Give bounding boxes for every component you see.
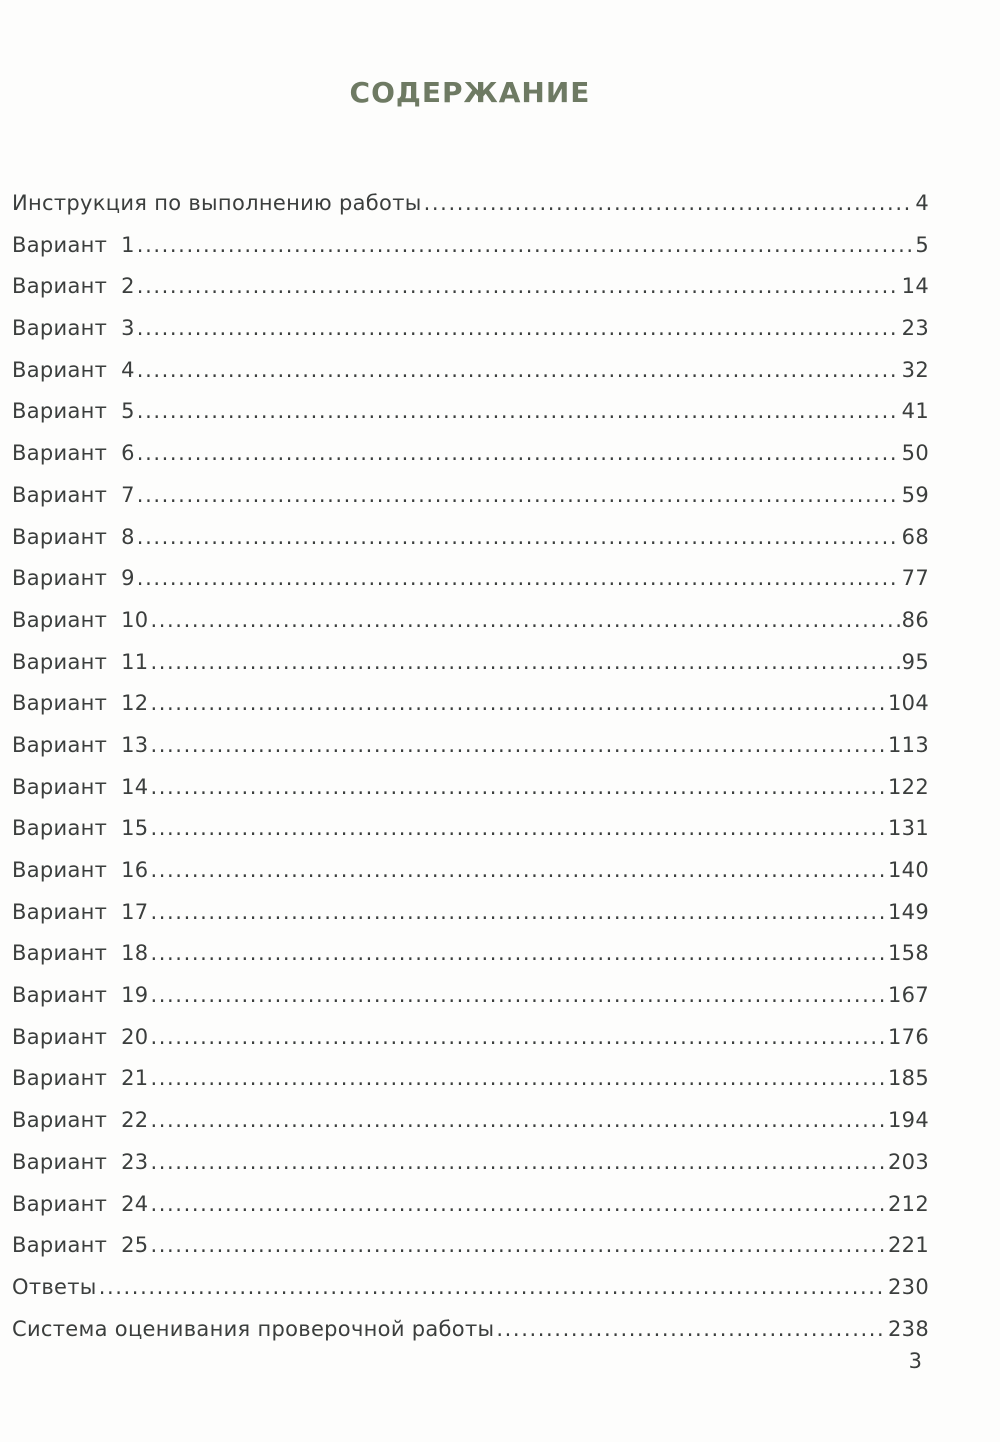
toc-dot-leader [137,308,900,350]
toc-entry-label: Вариант 1 [12,232,135,257]
toc-entry-label: Вариант 4 [12,357,135,382]
toc-entry[interactable] [12,391,929,433]
toc-entry-page: 185 [888,1066,929,1091]
toc-entry[interactable] [12,1184,929,1226]
toc-entry-label: Ответы [12,1274,97,1299]
toc-entry-page: 41 [901,399,929,424]
toc-entry-label: Вариант 19 [12,983,149,1008]
table-of-contents [12,183,929,1350]
toc-entry-label: Инструкция по выполнению работы [12,191,422,215]
toc-entry-page: 167 [888,983,929,1008]
toc-entry-page: 32 [901,357,929,382]
page-number: 3 [908,1349,922,1373]
toc-entry-page: 86 [901,607,929,632]
toc-entry-label: Вариант 14 [12,774,149,799]
toc-entry-label: Вариант 11 [12,649,149,674]
toc-dot-leader [150,808,886,850]
toc-entry[interactable] [12,350,929,392]
toc-entry-label: Вариант 23 [12,1149,149,1174]
toc-dot-leader [137,558,900,600]
toc-entry-page: 131 [888,816,929,841]
toc-entry[interactable] [12,1309,929,1351]
toc-entry-page: 158 [888,941,929,966]
toc-dot-leader [137,433,900,475]
toc-entry[interactable] [12,1142,929,1184]
toc-entry-page: 221 [888,1233,929,1258]
toc-dot-leader [137,517,900,559]
toc-entry-label: Вариант 13 [12,732,149,757]
toc-entry-page: 104 [888,691,929,716]
toc-entry-label: Вариант 7 [12,482,135,507]
toc-dot-leader [150,1058,886,1100]
toc-entry[interactable] [12,1058,929,1100]
toc-dot-leader [150,1017,886,1059]
toc-entry[interactable] [12,808,929,850]
page-title: СОДЕРЖАНИЕ [349,76,591,109]
toc-entry-page: 176 [888,1024,929,1049]
toc-entry-page: 238 [888,1316,929,1341]
toc-entry[interactable] [12,600,929,642]
toc-dot-leader [150,892,886,934]
toc-entry-label: Вариант 15 [12,816,149,841]
toc-entry[interactable] [12,225,929,267]
toc-entry[interactable] [12,642,929,684]
toc-entry-label: Вариант 16 [12,858,149,882]
toc-dot-leader [150,725,886,767]
toc-dot-leader [150,683,886,725]
toc-entry-label: Вариант 24 [12,1191,149,1216]
toc-entry[interactable] [12,433,929,475]
toc-entry-label: Вариант 21 [12,1066,149,1091]
toc-entry-page: 50 [901,441,929,466]
toc-entry-page: 23 [901,316,929,341]
toc-entry[interactable] [12,558,929,600]
toc-entry[interactable] [12,475,929,517]
toc-entry-page: 212 [888,1191,929,1216]
toc-entry-page: 203 [888,1149,929,1174]
toc-entry-label: Вариант 10 [12,607,149,632]
toc-entry[interactable] [12,683,929,725]
toc-dot-leader [150,642,899,684]
toc-entry-label: Вариант 5 [12,399,135,424]
toc-dot-leader [99,1267,886,1309]
toc-dot-leader [137,391,900,433]
toc-entry[interactable] [12,1017,929,1059]
toc-entry-label: Вариант 18 [12,941,149,966]
toc-entry-page: 95 [901,649,929,674]
toc-entry-page: 5 [915,232,929,257]
toc-dot-leader [137,266,900,308]
toc-entry[interactable] [12,850,929,892]
toc-entry-page: 4 [915,191,929,215]
toc-dot-leader [150,767,886,809]
toc-entry-page: 113 [888,732,929,757]
toc-entry-label: Вариант 12 [12,691,149,716]
toc-entry[interactable] [12,933,929,975]
toc-entry-label: Вариант 2 [12,274,135,299]
toc-entry-page: 68 [901,524,929,549]
toc-entry-page: 77 [901,566,929,591]
toc-entry-label: Вариант 9 [12,566,135,591]
toc-entry-page: 140 [888,858,929,882]
toc-entry[interactable] [12,517,929,559]
toc-entry-page: 59 [901,482,929,507]
toc-entry-label: Вариант 6 [12,441,135,466]
toc-dot-leader [137,350,900,392]
toc-dot-leader [150,933,886,975]
toc-entry[interactable] [12,767,929,809]
toc-dot-leader [150,1142,886,1184]
toc-entry[interactable] [12,975,929,1017]
toc-dot-leader [150,600,899,642]
toc-entry-page: 14 [901,274,929,299]
toc-entry-page: 230 [888,1274,929,1299]
toc-dot-leader [424,183,914,225]
toc-entry[interactable] [12,1100,929,1142]
toc-dot-leader [150,1225,886,1267]
toc-dot-leader [150,1184,886,1226]
toc-dot-leader [496,1309,886,1351]
toc-entry-label: Вариант 25 [12,1233,149,1258]
toc-entry-label: Вариант 8 [12,524,135,549]
toc-entry-label: Система оценивания проверочной работы [12,1316,495,1341]
toc-dot-leader [150,975,886,1017]
toc-entry-label: Вариант 3 [12,316,135,341]
toc-entry-label: Вариант 17 [12,899,149,924]
toc-entry[interactable] [12,308,929,350]
toc-entry-page: 149 [888,899,929,924]
toc-entry-label: Вариант 20 [12,1024,149,1049]
toc-entry[interactable] [12,1267,929,1309]
toc-entry-page: 194 [888,1108,929,1133]
toc-dot-leader [137,225,914,267]
toc-entry[interactable] [12,266,929,308]
toc-entry-page: 122 [888,774,929,799]
toc-entry[interactable] [12,892,929,934]
toc-entry-label: Вариант 22 [12,1108,149,1133]
toc-entry[interactable] [12,725,929,767]
toc-dot-leader [150,850,886,892]
toc-entry[interactable] [12,183,929,225]
toc-dot-leader [150,1100,886,1142]
toc-dot-leader [137,475,900,517]
toc-entry[interactable] [12,1225,929,1267]
